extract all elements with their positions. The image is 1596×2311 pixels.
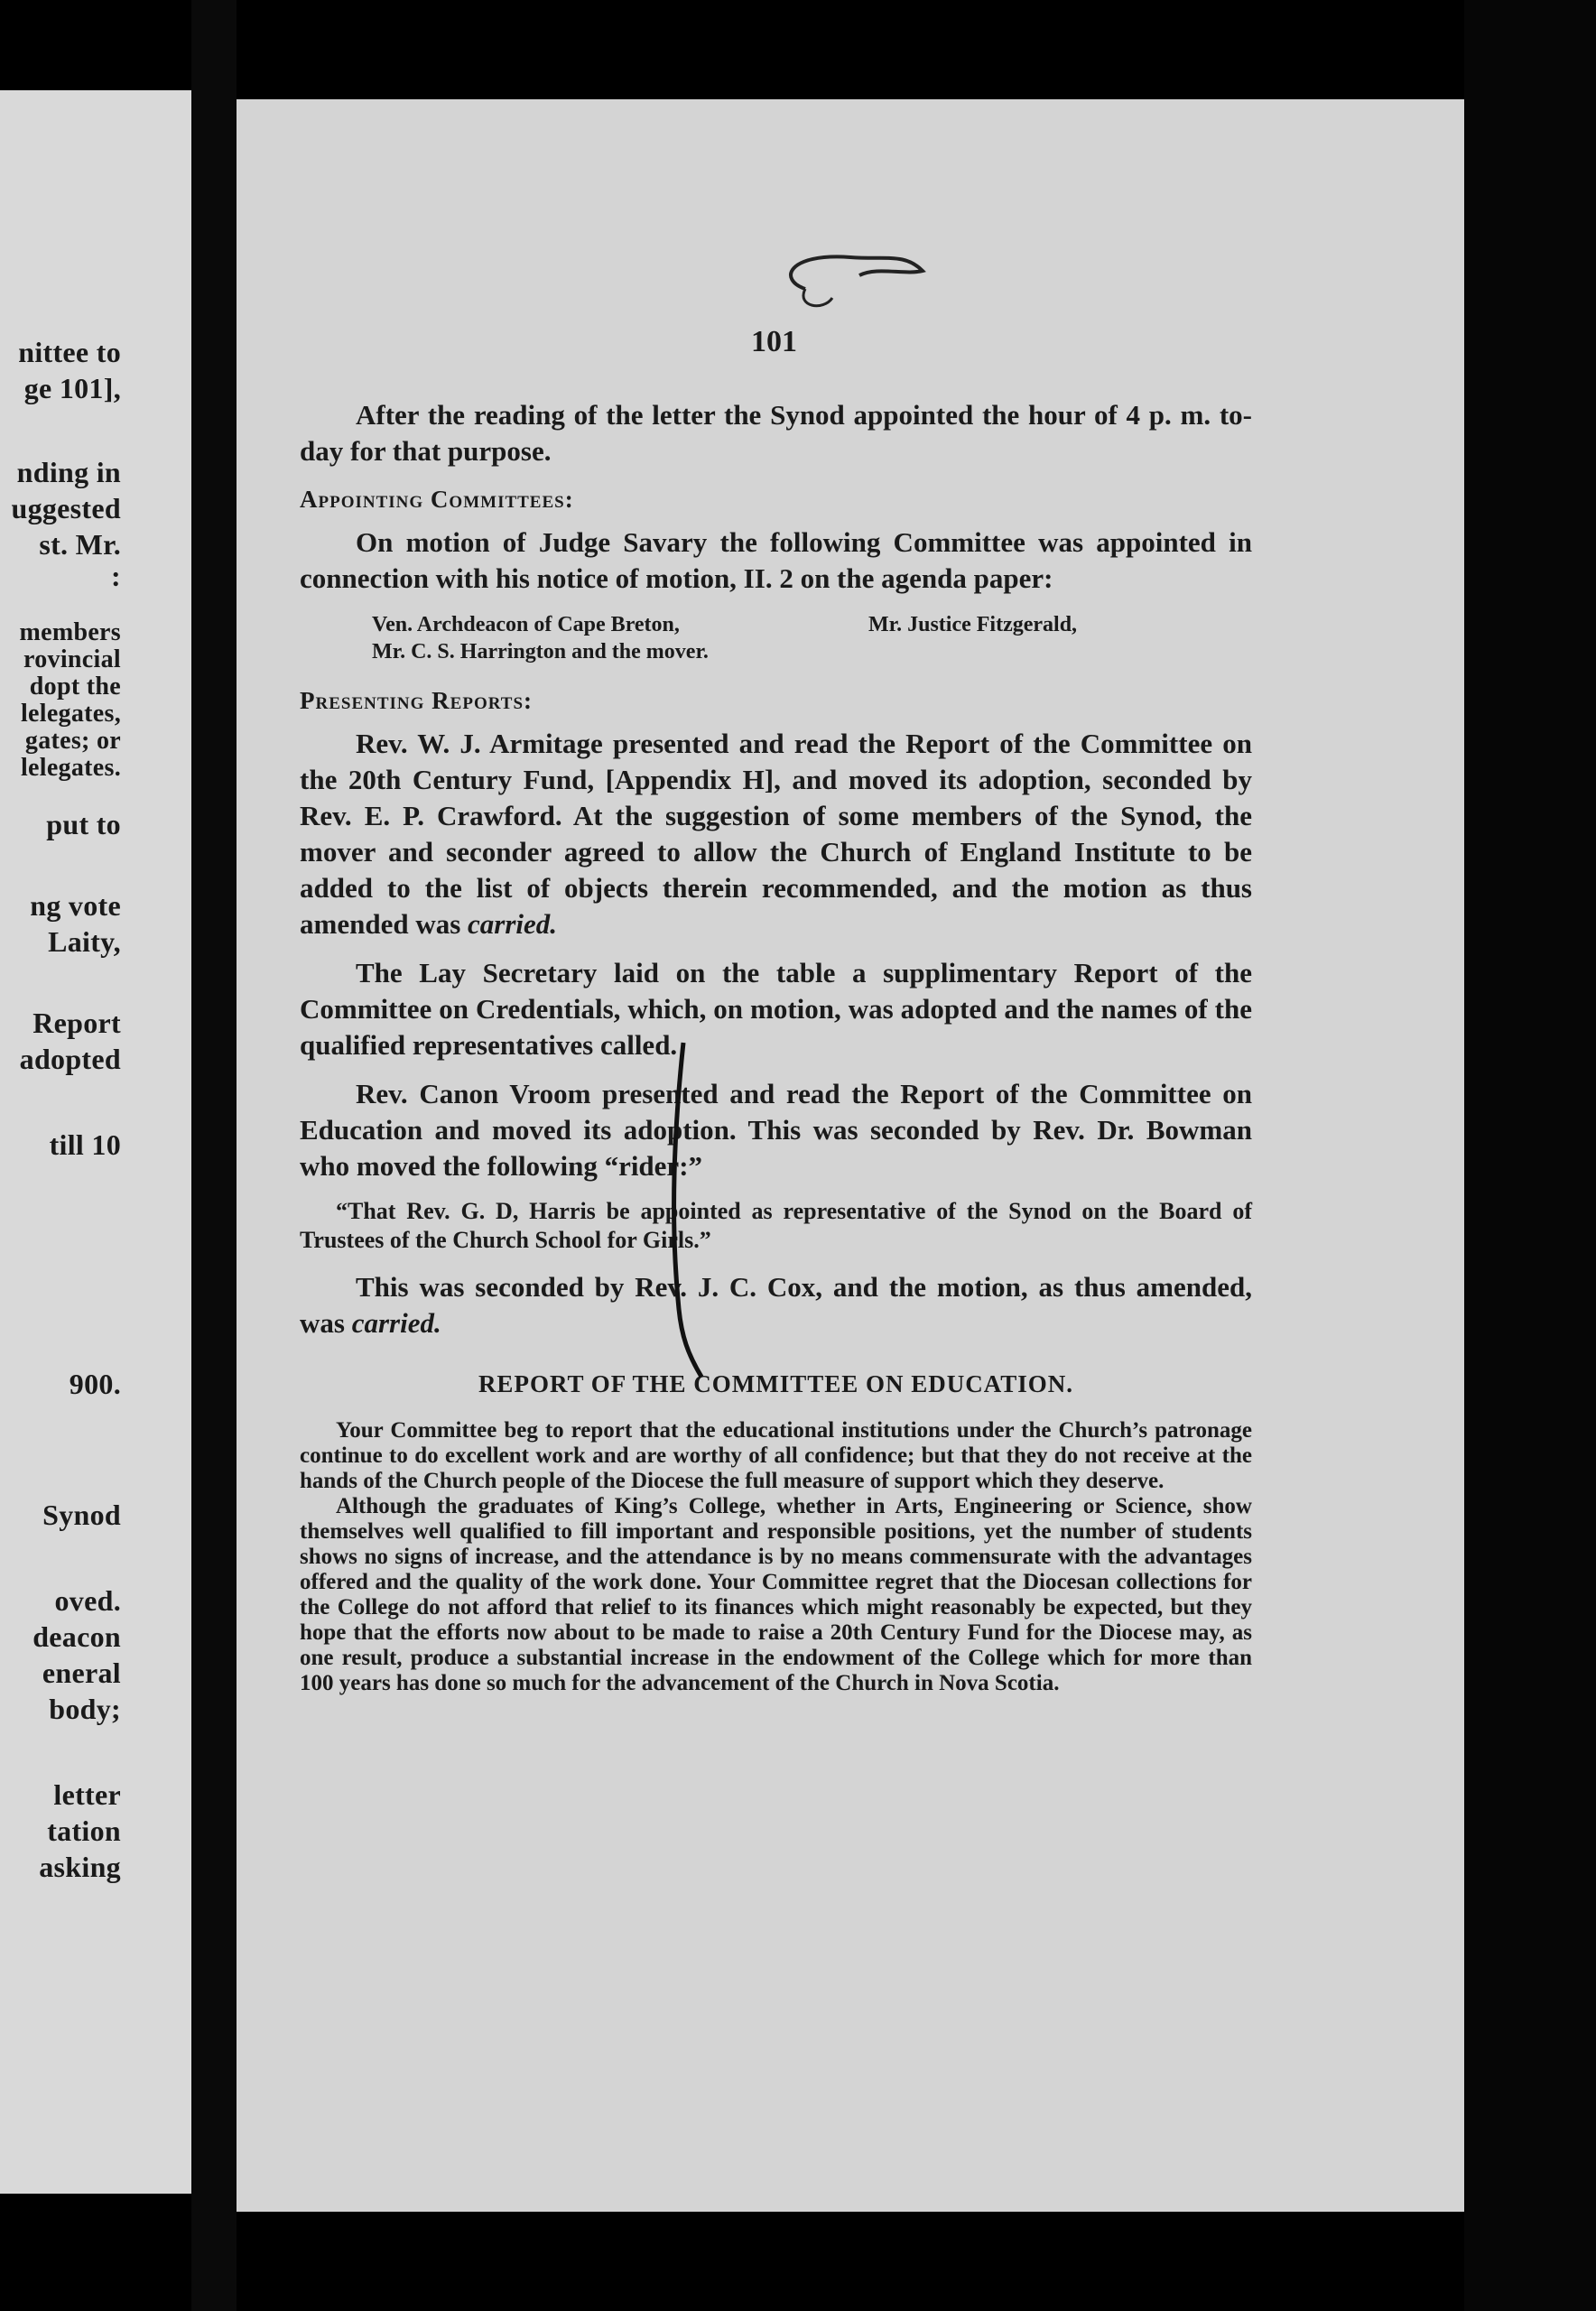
left-fragment: body;	[49, 1693, 121, 1725]
scan-border	[1464, 0, 1596, 2311]
left-fragment: rovincial	[23, 645, 121, 673]
left-fragment: uggested	[11, 492, 121, 524]
page-number: 101	[751, 325, 797, 358]
left-fragment: Report	[32, 1007, 121, 1039]
name-entry: Ven. Archdeacon of Cape Breton,	[372, 613, 680, 636]
paragraph-text: Rev. W. J. Armitage presented and read the Report of the Committee on the 20th Century Fund, [Appendix H], and moved its adoption, seconded by Rev. E. P. Crawford. At the suggestion of some members of the Synod, the mover and seconder agreed to allow the Church of England Institute to be added to the list of objects therein recommended, and the motion as thus amended was	[300, 728, 1252, 940]
left-fragment: Laity,	[48, 925, 121, 958]
left-fragment: members	[19, 618, 121, 646]
emphasis: carried.	[468, 908, 558, 940]
book-gutter	[191, 0, 237, 2311]
left-fragment: nding in	[16, 456, 121, 488]
page-body	[300, 397, 1252, 1696]
emphasis: carried.	[351, 1307, 441, 1339]
left-fragment: asking	[39, 1851, 121, 1883]
report-title: REPORT OF THE COMMITTEE ON EDUCATION.	[478, 1370, 1074, 1397]
left-fragment: lelegates,	[20, 700, 121, 728]
left-fragment: nittee to	[18, 336, 121, 368]
left-fragment: adopted	[19, 1043, 121, 1075]
left-fragment: gates; or	[24, 727, 121, 755]
left-fragment: :	[111, 560, 121, 592]
paragraph	[300, 1269, 1252, 1341]
section-heading: Presenting Reports:	[300, 687, 534, 714]
left-fragment: till 10	[49, 1128, 121, 1161]
paragraph-text: This was seconded by Rev. J. C. Cox, and the motion, as thus amended, was	[300, 1271, 1252, 1339]
paragraph: Rev. Canon Vroom presented and read the Report of the Committee on Education and moved its adoption. This was seconded by Rev. Dr. Bowman who moved the following “rider:”	[300, 1078, 1252, 1182]
left-fragment: tation	[47, 1814, 121, 1847]
paragraph	[300, 726, 1252, 942]
left-fragment: lelegates.	[20, 754, 121, 782]
pen-mark	[769, 235, 932, 325]
paragraph: On motion of Judge Savary the following Committee was appointed in connection with his notice of motion, II. 2 on the agenda paper:	[300, 526, 1252, 594]
report-paragraph: Although the graduates of King’s College, whether in Arts, Engineering or Science, show themselves well qualified to fill important and responsible positions, yet the number of students shows no signs of increase, and the attendance is by no means commensurate with the advantages offered and the quality of the work done. Your Committee regret that the Diocesan collections for the College do not afford that relief to its finances which might reasonably be expected, but they hope that the efforts now about to be made to raise a 20th Century Fund for the Diocese may, as one result, produce a substantial increase in the endowment of the College which for more than 100 years has done so much for the advancement of the Church in Nova Scotia.	[300, 1494, 1252, 1695]
left-fragment: eneral	[42, 1657, 121, 1689]
left-fragment: st. Mr.	[39, 528, 121, 561]
paragraph: After the reading of the letter the Synod appointed the hour of 4 p. m. to-day for that purpose.	[300, 399, 1252, 467]
committee-names	[372, 611, 1252, 665]
left-fragment: put to	[46, 808, 121, 840]
document-page	[237, 99, 1464, 2212]
name-entry: Mr. Justice Fitzgerald,	[868, 613, 1078, 636]
pen-mark	[656, 1038, 710, 1381]
left-fragment: ge 101],	[23, 372, 121, 404]
left-fragment: deacon	[32, 1620, 121, 1653]
name-entry: Mr. C. S. Harrington and the mover.	[372, 640, 709, 664]
left-fragment: ng vote	[30, 889, 121, 922]
quoted-rider: “That Rev. G. D, Harris be appointed as representative of the Synod on the Board of Trustees of the Church School for Girls.”	[300, 1198, 1252, 1253]
left-fragment: Synod	[42, 1499, 121, 1531]
left-fragment: dopt the	[29, 673, 121, 701]
left-fragment: oved.	[54, 1584, 121, 1617]
report-paragraph: Your Committee beg to report that the educational institutions under the Church’s patronage continue to do excellent work and are worthy of all confidence; but that they do not receive at the hands of the Church people of the Diocese the full measure of support which they deserve.	[300, 1418, 1252, 1493]
left-page-fragment	[0, 90, 191, 2194]
paragraph: The Lay Secretary laid on the table a supplimentary Report of the Committee on Credentials, which, on motion, was adopted and the names of the qualified representatives called.	[300, 957, 1252, 1061]
left-fragment: letter	[53, 1778, 121, 1811]
section-heading: Appointing Committees:	[300, 486, 574, 513]
left-fragment: 900.	[69, 1368, 121, 1400]
